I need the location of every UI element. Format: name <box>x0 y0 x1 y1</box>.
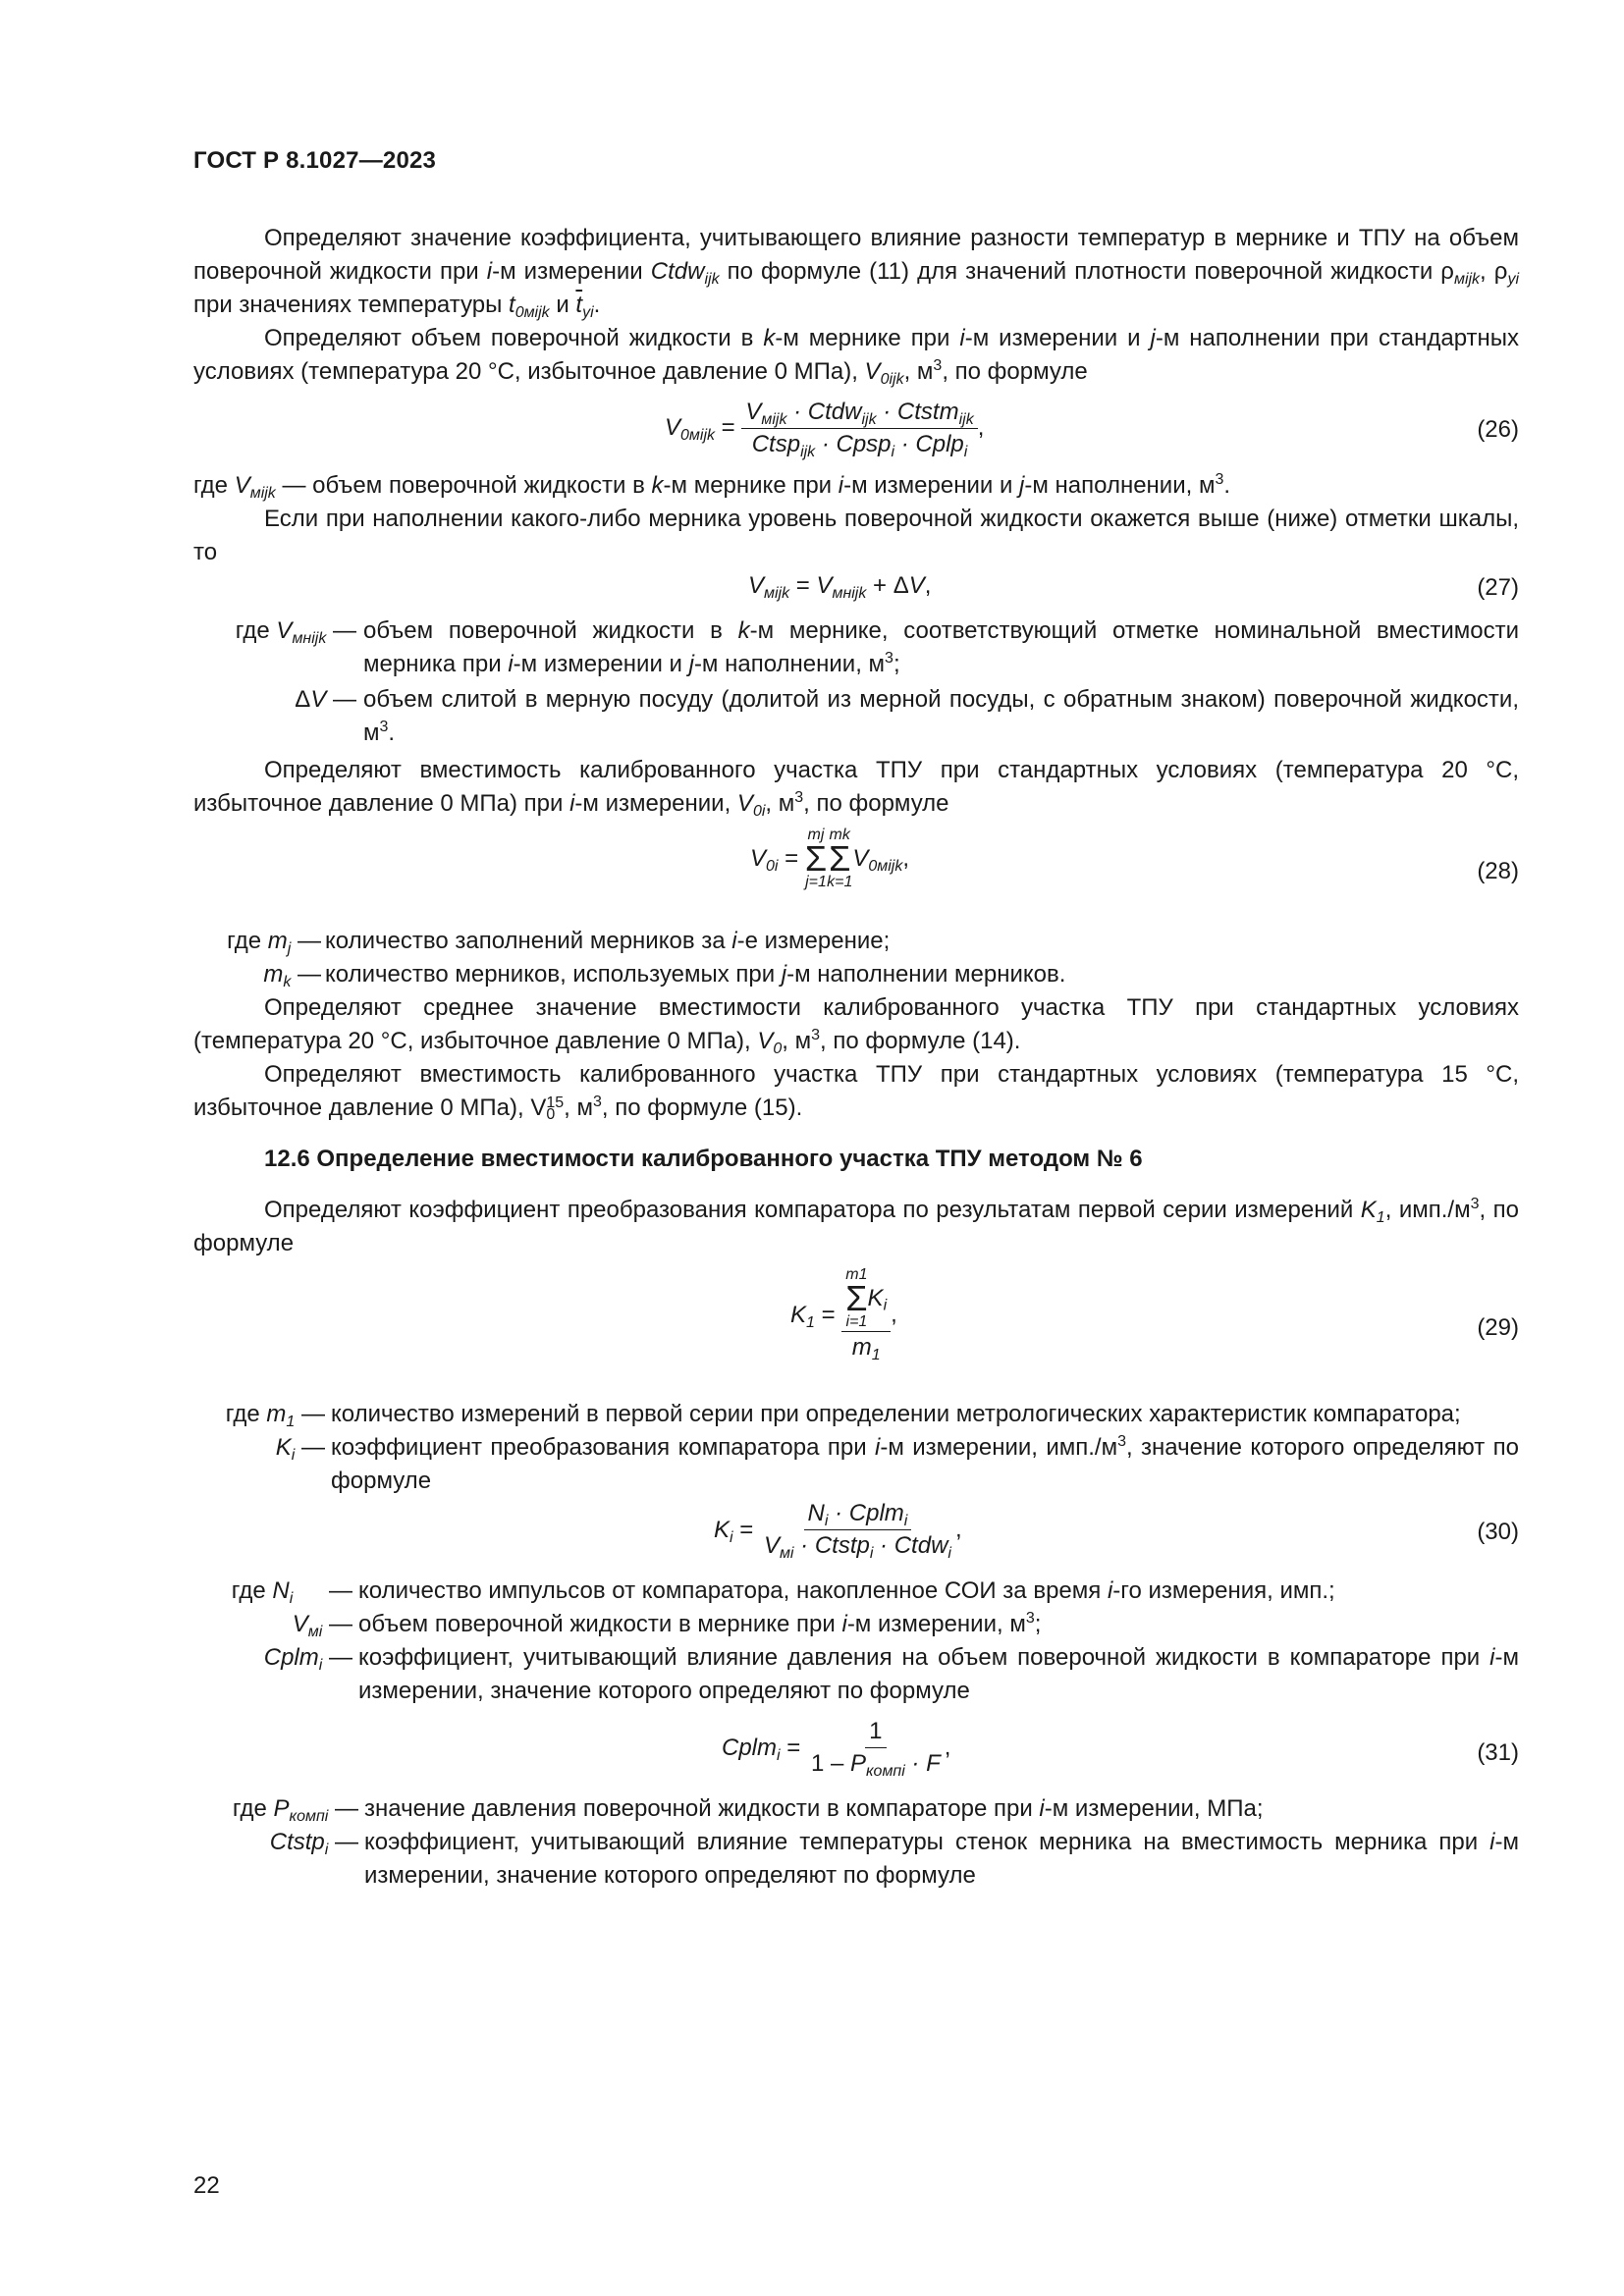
sum-symbol: mk Σ k=1 <box>827 827 853 890</box>
where-31-item-2: Ctstp$_i$ — коэффициент, учитывающий влияние температуры стенок мерника на вместимость мерника при i-м измерении, значение которого определяют по формуле <box>269 1829 1519 1889</box>
fraction: $\frac{N_i \cdot Cplm_i}{V_{мi} \cdot Ctstp_i \cdot Ctdw_i}$ <box>763 1500 951 1562</box>
fraction: m1 Σ i=1 $K_i$ $m_1$ <box>841 1268 891 1362</box>
section-heading: 12.6 Определение вместимости калиброванного участка ТПУ методом № 6 <box>264 1146 1143 1172</box>
paragraph-6: Определяют вместимость калиброванного участка ТПУ при стандартных условиях (температура 15 °С, избыточное давление 0 МПа), V 15 0 , $м^3$, по формуле (15). <box>193 1061 1519 1123</box>
equation-number: (27) <box>1477 574 1519 601</box>
formula-30: $K_i$ = $\frac{N_i \cdot Cplm_i}{V_{мi} \cdot Ctstp_i \cdot Ctdw_i}$ , (30) <box>714 1500 1519 1562</box>
fraction: $\frac{1}{1 - P_{компi} \cdot F}$ <box>810 1718 941 1780</box>
paragraph-7: Определяют коэффициент преобразования компаратора по результатам первой серии измерений $K_1$, $имп./м^3$, по формуле <box>193 1196 1519 1256</box>
where-27-item-2: ΔV — объем слитой в мерную посуду (долитой из мерной посуды, с обратным знаком) поверочной жидкости, $м^3$. <box>295 686 1519 746</box>
page-number: 22 <box>193 2172 220 2199</box>
paragraph-3: Если при наполнении какого-либо мерника уровень поверочной жидкости окажется выше (ниже) отметки шкалы, то <box>193 506 1519 565</box>
sum-symbol: m1 Σ i=1 <box>845 1266 868 1330</box>
formula-27: $V_{мijk} = V_{мнijk} + \Delta V$, (27) <box>193 569 1519 607</box>
page-body <box>193 222 1519 1893</box>
formula-26: $V_{0мijk}$ = $\frac{V_{мijk} \cdot Ctdw_{ijk} \cdot Ctstm_{ijk}}{Ctsp_{ijk} \cdot Cpsp_i \cdot Cplp_i}$ , (26) <box>665 399 1519 460</box>
fraction: $\frac{V_{мijk} \cdot Ctdw_{ijk} \cdot Ctstm_{ijk}}{Ctsp_{ijk} \cdot Cpsp_i \cdot Cplp_i}$ <box>741 399 977 458</box>
paragraph-1: Определяют значение коэффициента, учитывающего влияние разности температур в мернике и ТПУ на объем поверочной жидкости при i-м измерении Ctdw$_{ijk}$ по формуле (11) для значений плотности поверочной жидкости $\rho_{мijk}$, $\rho_{yi}$ при значениях температуры $t_{0мijk}$ и $\overline{t}_{yi}$. <box>193 225 1519 321</box>
doc-header: ГОСТ Р 8.1027—2023 <box>193 147 437 174</box>
where-26: где $V_{мijk}$ — объем поверочной жидкости в k-м мернике при i-м измерении и j-м наполнении, $м^3$. <box>193 471 1231 502</box>
where-28-item-2: $m_k$ — количество мерников, используемых при j-м наполнении мерников. <box>263 961 1066 990</box>
equation-number: (29) <box>1477 1314 1519 1341</box>
equation-number: (31) <box>1477 1739 1519 1766</box>
where-28-item-1: где $m_j$ — количество заполнений мерников за i-е измерение; <box>227 928 891 957</box>
formula-28: $V_{0i}$ = mj Σ j=1 mk Σ k=1 $V_{0мijk}$, (28) <box>750 827 1519 890</box>
where-30-item-3: Cplm$_i$ — коэффициент, учитывающий влияние давления на объем поверочной жидкости в компараторе при i-м измерении, значение которого определяют по формуле <box>263 1644 1519 1704</box>
paragraph-5: Определяют среднее значение вместимости калиброванного участка ТПУ при стандартных условиях (температура 20 °С, избыточное давление 0 МПа), $V_0$, $м^3$, по формуле (14). <box>193 994 1519 1057</box>
equation-number: (26) <box>1477 416 1519 443</box>
where-27-item-1: где $V_{мнijk}$ — объем поверочной жидкости в k-м мернике, соответствующий отметке номинальной вместимости мерника при i-м измерении и j-м наполнении, $м^3$; <box>235 617 1520 677</box>
where-29-item-1: где $m_1$ — количество измерений в первой серии при определении метрологических характеристик компаратора; <box>225 1401 1461 1430</box>
where-29-item-2: $K_i$ — коэффициент преобразования компаратора при i-м измерении, $имп./м^3$, значение которого определяют по формуле <box>275 1433 1519 1494</box>
sum-symbol: mj Σ j=1 <box>804 827 828 890</box>
equation-number: (30) <box>1477 1519 1519 1545</box>
paragraph-4: Определяют вместимость калиброванного участка ТПУ при стандартных условиях (температура 20 °С, избыточное давление 0 МПа) при i-м измерении, $V_{0i}$, $м^3$, по формуле <box>193 757 1519 820</box>
formula-31: Cplm$_i$ = $\frac{1}{1 - P_{компi} \cdot F}$ , (31) <box>722 1718 1519 1780</box>
where-31-item-1: где $P_{компi}$ — значение давления поверочной жидкости в компараторе при i-м измерении, МПа; <box>232 1795 1264 1825</box>
where-30-item-1: где $N_i$ — количество импульсов от компаратора, накопленное СОИ за время i-го измерения, имп.; <box>231 1577 1335 1607</box>
where-30-item-2: $V_{мi}$ — объем поверочной жидкости в мернике при i-м измерении, $м^3$; <box>292 1610 1042 1640</box>
equation-number: (28) <box>1477 858 1519 884</box>
formula-29: $K_1$ = m1 Σ i=1 $K_i$ $m_1$ , (29) <box>790 1266 1519 1363</box>
paragraph-2: Определяют объем поверочной жидкости в k-м мернике при i-м измерении и j-м наполнении при стандартных условиях (температура 20 °С, избыточное давление 0 МПа), $V_{0ijk}$, $м^3$, по формуле <box>193 325 1520 388</box>
